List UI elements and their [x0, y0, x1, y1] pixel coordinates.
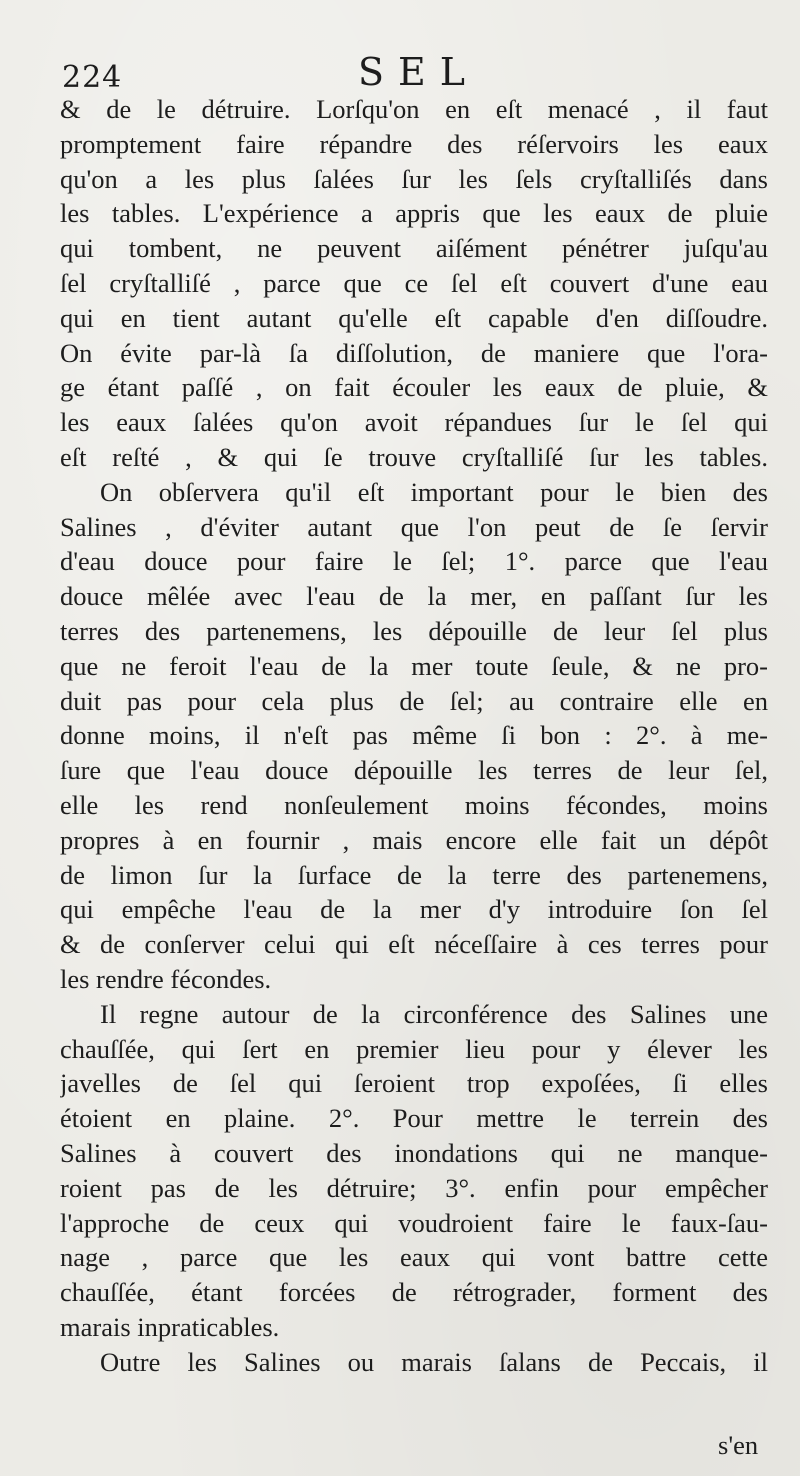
text-line: chauſſée, qui ſert en premier lieu pour y élever les [60, 1033, 768, 1064]
text-line: promptement faire répandre des réſervoirs les eaux [60, 128, 768, 159]
paragraph [60, 92, 768, 475]
text-line: ſure que l'eau douce dépouille les terres de leur ſel, [60, 755, 768, 786]
text-line: terres des partenemens, les dépouille de leur ſel plus [60, 615, 768, 646]
text-line: ge étant paſſé , on fait écouler les eaux de pluie, & [60, 372, 768, 403]
paragraph [60, 997, 768, 1345]
text-line: ſel cryſtalliſé , parce que ce ſel eſt couvert d'une eau [60, 267, 768, 298]
page-number: 224 [62, 60, 123, 95]
text-line: javelles de ſel qui ſeroient trop expoſées, ſi elles [60, 1068, 768, 1099]
text-line: duit pas pour cela plus de ſel; au contraire elle en [60, 685, 768, 716]
text-line: On évite par-là ſa diſſolution, de maniere que l'ora- [60, 337, 768, 368]
text-line: d'eau douce pour faire le ſel; 1°. parce que l'eau [60, 546, 768, 577]
text-line: On obſervera qu'il eſt important pour le bien des [100, 476, 768, 507]
text-line: nage , parce que les eaux qui vont battre cette [60, 1242, 768, 1273]
text-line: qui en tient autant qu'elle eſt capable d'en diſſoudre. [60, 302, 768, 333]
text-line: qui tombent, ne peuvent aiſément pénétrer juſqu'au [60, 233, 768, 264]
text-line: l'approche de ceux qui voudroient faire le faux-ſau- [60, 1207, 768, 1238]
text-line: les tables. L'expérience a appris que les eaux de pluie [60, 198, 768, 229]
text-line: étoient en plaine. 2°. Pour mettre le terrein des [60, 1103, 768, 1134]
text-line: Salines à couvert des inondations qui ne manque- [60, 1137, 768, 1168]
text-line: marais inpraticables. [60, 1311, 280, 1342]
text-line: & de conſerver celui qui eſt néceſſaire à ces terres pour [60, 929, 768, 960]
paragraph [60, 1345, 768, 1380]
text-line: les eaux ſalées qu'on avoit répandues ſur le ſel qui [60, 407, 768, 438]
text-line: Outre les Salines ou marais ſalans de Peccais, il [100, 1346, 768, 1377]
running-head: SEL [358, 50, 480, 94]
text-line: que ne feroit l'eau de la mer toute ſeule, & ne pro- [60, 650, 768, 681]
catchword: s'en [718, 1430, 759, 1460]
text-line: les rendre fécondes. [60, 963, 272, 994]
text-line: qui empêche l'eau de la mer d'y introduire ſon ſel [60, 894, 768, 925]
text-line: propres à en fournir , mais encore elle fait un dépôt [60, 824, 768, 855]
text-line: Il regne autour de la circonférence des Salines une [100, 998, 768, 1029]
text-line: douce mêlée avec l'eau de la mer, en paſſant ſur les [60, 581, 768, 612]
text-line: qu'on a les plus ſalées ſur les ſels cryſtalliſés dans [60, 163, 768, 194]
text-line: elle les rend nonſeulement moins fécondes, moins [60, 789, 768, 820]
text-line: chauſſée, étant forcées de rétrograder, forment des [60, 1277, 768, 1308]
text-line: donne moins, il n'eſt pas même ſi bon : 2°. à me- [60, 720, 768, 751]
text-line: eſt reſté , & qui ſe trouve cryſtalliſé ſur les tables. [60, 441, 768, 472]
body-text [60, 92, 768, 1379]
text-line: & de le détruire. Lorſqu'on en eſt menacé , il faut [60, 94, 768, 124]
text-line: roient pas de les détruire; 3°. enfin pour empêcher [60, 1172, 768, 1203]
paragraph [60, 475, 768, 997]
text-line: de limon ſur la ſurface de la terre des partenemens, [60, 859, 768, 890]
text-line: Salines , d'éviter autant que l'on peut de ſe ſervir [60, 511, 768, 542]
